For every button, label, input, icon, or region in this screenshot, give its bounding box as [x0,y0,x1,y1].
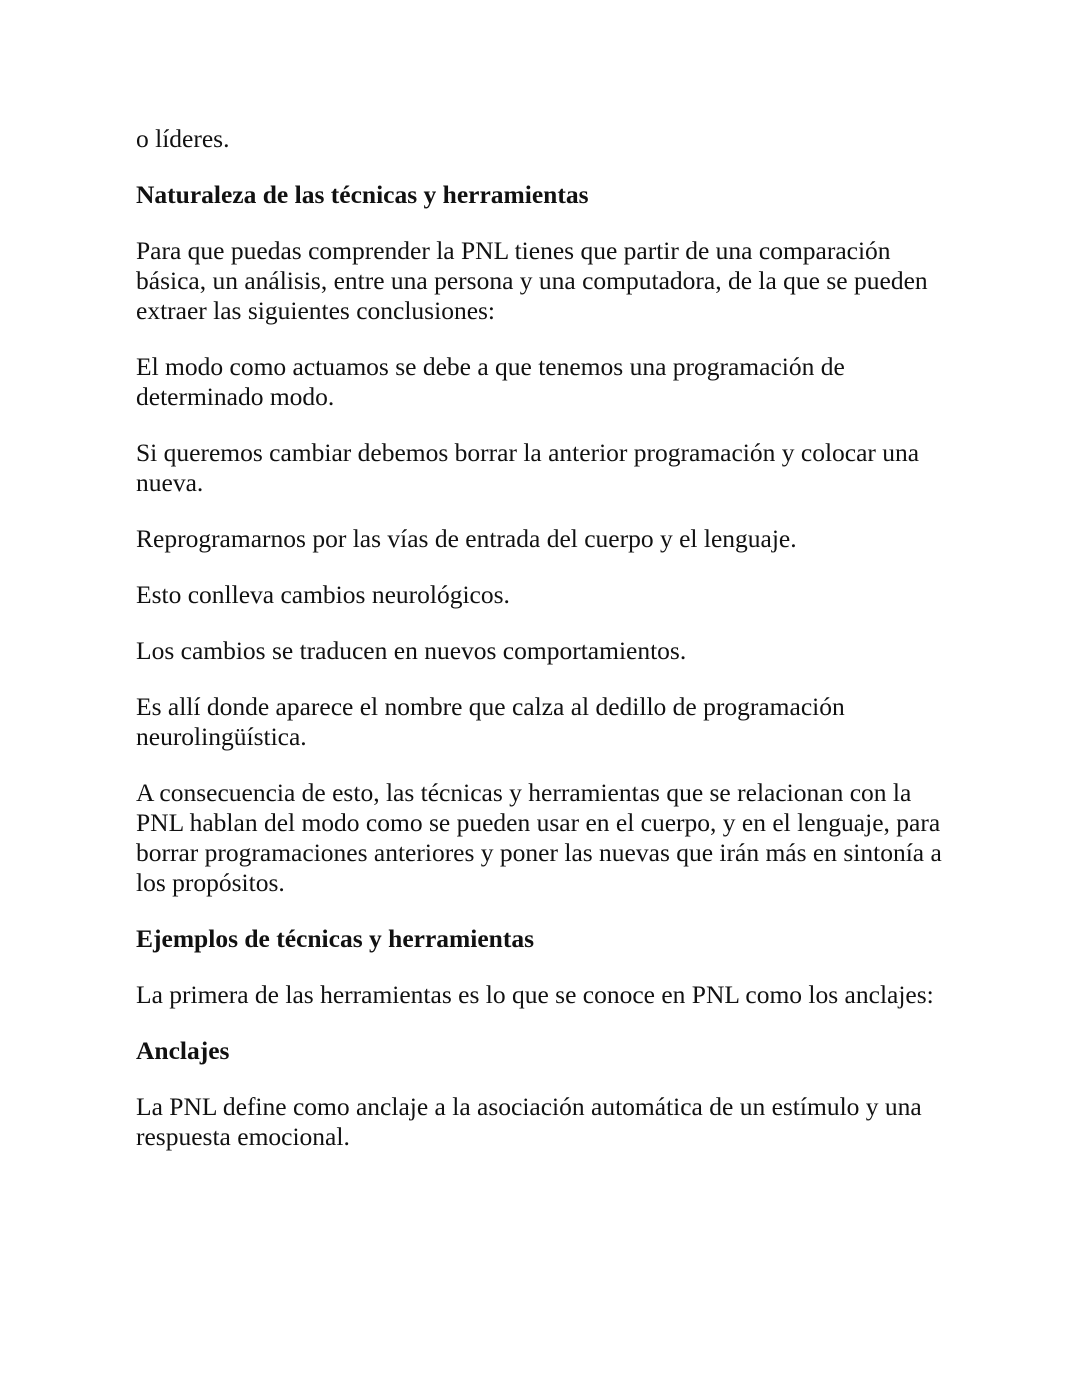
heading-anclajes: Anclajes [136,1036,230,1065]
paragraph-queremos-cambiar: Si queremos cambiar debemos borrar la anterior programación y colocar una nueva. [136,438,920,497]
paragraph-modo-actuamos: El modo como actuamos se debe a que tenemos una programación de determinado modo. [136,352,845,411]
paragraph-cambios-neurologicos: Esto conlleva cambios neurológicos. [136,580,510,609]
paragraph-comparacion: Para que puedas comprender la PNL tienes que partir de una comparación básica, un análisis, entre una persona y una computadora, de la que se pueden extraer las siguientes conclusiones: [136,236,928,325]
paragraph-intro-fragment: o líderes. [136,124,230,153]
paragraph-definicion-anclaje: La PNL define como anclaje a la asociación automática de un estímulo y una respuesta emocional. [136,1092,922,1151]
paragraph-nuevos-comportamientos: Los cambios se traducen en nuevos comportamientos. [136,636,687,665]
paragraph-consecuencia: A consecuencia de esto, las técnicas y herramientas que se relacionan con la PNL hablan del modo como se pueden usar en el cuerpo, y en el lenguaje, para borrar programaciones anteriores y poner las nuevas que irán más en sintonía a los propósitos. [136,778,942,897]
document-page [136,124,956,1178]
paragraph-nombre-pnl: Es allí donde aparece el nombre que calza al dedillo de programación neurolingüística. [136,692,845,751]
paragraph-reprogramarnos: Reprogramarnos por las vías de entrada del cuerpo y el lenguaje. [136,524,797,553]
heading-ejemplos: Ejemplos de técnicas y herramientas [136,924,535,953]
heading-naturaleza: Naturaleza de las técnicas y herramientas [136,180,589,209]
paragraph-primera-herramienta: La primera de las herramientas es lo que se conoce en PNL como los anclajes: [136,980,934,1009]
